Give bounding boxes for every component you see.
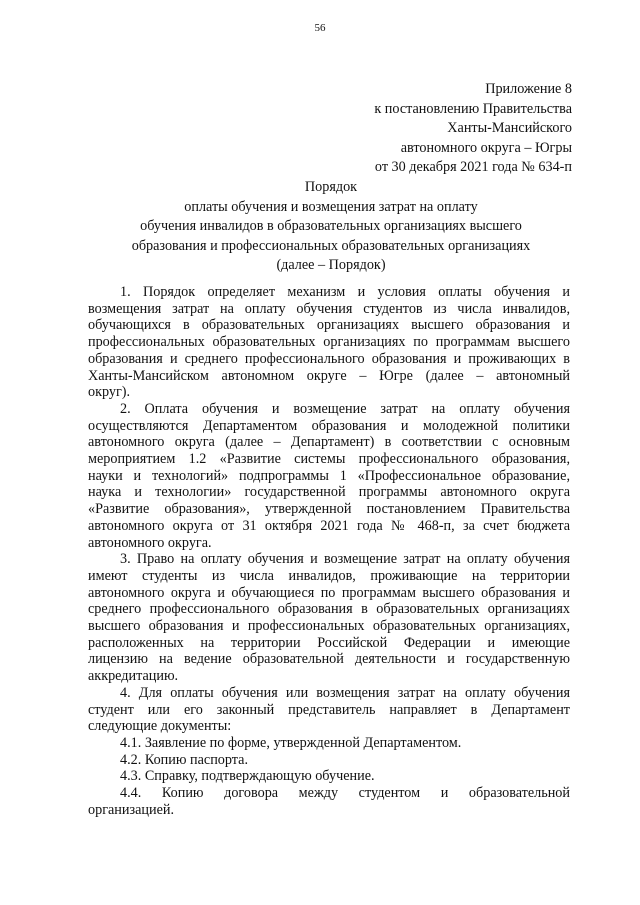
text-line: 1. Порядок определяет механизм и условия оплаты обучения и bbox=[120, 284, 570, 300]
text-line: мероприятием 1.2 «Развитие системы профессионального образования, bbox=[88, 451, 570, 468]
paragraph-4-3 bbox=[88, 768, 570, 785]
text-line: профессиональных образовательных организациях по программам высшего bbox=[88, 334, 570, 351]
appendix-line: от 30 декабря 2021 года № 634-п bbox=[374, 159, 572, 176]
text-line: среднего профессионального образования в образовательных организациях bbox=[88, 601, 570, 618]
text-line: 4.2. Копию паспорта. bbox=[120, 751, 249, 768]
appendix-line: к постановлению Правительства bbox=[374, 100, 572, 117]
text-line: расположенных на территории Российской Федерации и имеющие bbox=[88, 634, 570, 651]
appendix-line: автономного округа – Югры bbox=[400, 139, 572, 156]
appendix-line: Приложение 8 bbox=[485, 81, 572, 97]
paragraph-4 bbox=[88, 685, 570, 735]
text-line: обучающихся в образовательных организациях высшего образования и bbox=[88, 317, 570, 334]
text-line: 4.3. Справку, подтверждающую обучение. bbox=[120, 768, 375, 785]
paragraph-4-2 bbox=[88, 752, 570, 769]
title-line: (далее – Порядок) bbox=[276, 257, 386, 274]
text-line: автономного округа. bbox=[88, 534, 212, 551]
text-line: имеют студенты из числа инвалидов, проживающие на территории bbox=[88, 567, 570, 584]
text-line: науки и технологий» подпрограммы 1 «Профессиональное образование, bbox=[88, 467, 570, 484]
paragraph-4-1 bbox=[88, 735, 570, 752]
text-line: «Развитие образования», утвержденной постановлением Правительства bbox=[88, 501, 570, 518]
text-line: Ханты-Мансийском автономном округе – Югре (далее – автономный bbox=[88, 367, 570, 384]
paragraph-2 bbox=[88, 401, 570, 551]
paragraph-1 bbox=[88, 284, 570, 401]
document-title bbox=[88, 178, 574, 276]
text-line: наука и технологии» государственной программы автономного округа bbox=[88, 484, 570, 501]
text-line: лицензию на ведение образовательной деятельности и государственную bbox=[88, 651, 570, 668]
text-line: 4.1. Заявление по форме, утвержденной Департаментом. bbox=[120, 734, 462, 751]
title-line: обучения инвалидов в образовательных организациях высшего bbox=[140, 218, 522, 235]
text-line: автономного округа и обучающиеся по программам высшего образования и bbox=[88, 584, 570, 601]
text-line: округ). bbox=[88, 384, 131, 401]
text-line: следующие документы: bbox=[88, 718, 232, 735]
text-line: высшего образования и профессиональных образовательных организациях, bbox=[88, 618, 570, 635]
text-line: 3. Право на оплату обучения и возмещение затрат на оплату обучения bbox=[120, 551, 570, 568]
text-line: аккредитацию. bbox=[88, 668, 179, 685]
appendix-header bbox=[374, 80, 572, 178]
text-line: возмещения затрат на оплату обучения студентов из числа инвалидов, bbox=[88, 300, 570, 317]
text-line: автономного округа (далее – Департамент) в соответствии с основным bbox=[88, 434, 570, 451]
text-line: 4.4. Копию договора между студентом и образовательной bbox=[120, 785, 570, 802]
paragraph-4-4 bbox=[88, 785, 570, 818]
text-line: 2. Оплата обучения и возмещение затрат на оплату обучения bbox=[120, 400, 570, 417]
paragraph-3 bbox=[88, 551, 570, 685]
text-line: 4. Для оплаты обучения или возмещения затрат на оплату обучения bbox=[120, 684, 570, 701]
document-body bbox=[88, 284, 570, 819]
text-line: автономного округа от 31 октября 2021 года № 468-п, за счет бюджета bbox=[88, 517, 570, 534]
text-line: образования и среднего профессионального образования и проживающих в bbox=[88, 350, 570, 367]
text-line: осуществляются Департаментом образования и молодежной политики bbox=[88, 417, 570, 434]
title-line: оплаты обучения и возмещения затрат на оплату bbox=[184, 198, 478, 215]
text-line: организацией. bbox=[88, 801, 175, 818]
appendix-line: Ханты-Мансийского bbox=[447, 120, 572, 137]
title-line: образования и профессиональных образовательных организациях bbox=[131, 237, 531, 254]
text-line: студент или его законный представитель направляет в Департамент bbox=[88, 701, 570, 718]
title-line: Порядок bbox=[304, 179, 358, 195]
page-number: 56 bbox=[314, 22, 326, 34]
